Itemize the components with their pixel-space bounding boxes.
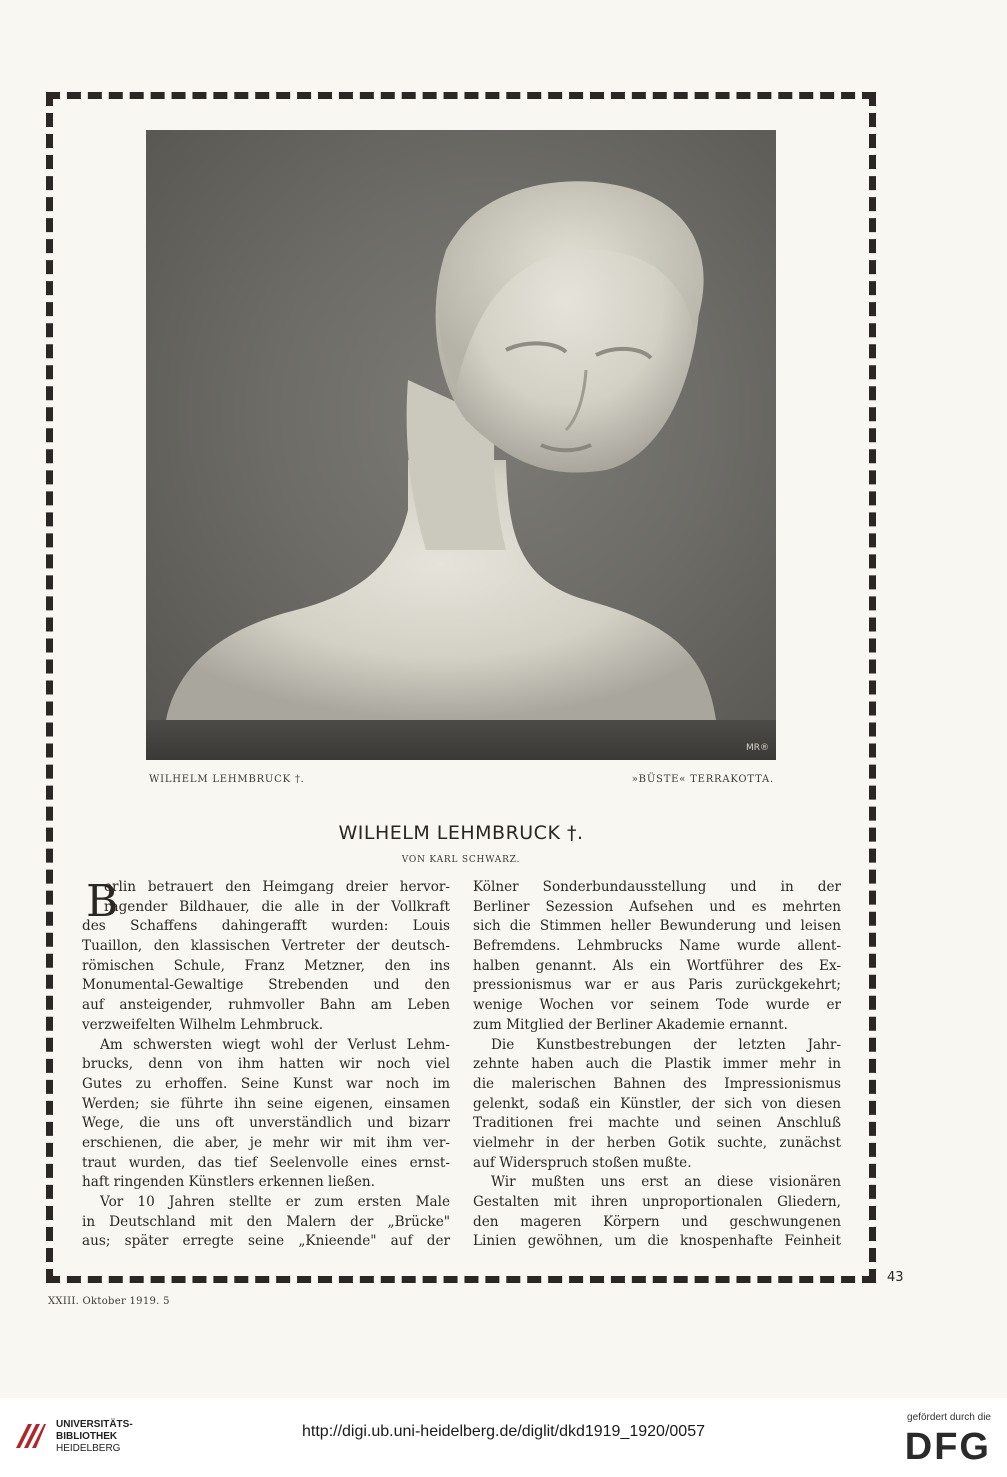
photo-monogram: MR® [746, 743, 770, 753]
text-line: vielmehr in der herben Gotik suchte, zunächst [473, 1134, 841, 1151]
text-line: Vor 10 Jahren stellte er zum ersten Male [100, 1194, 450, 1210]
text-line: traut wurden, das tief Seelenvolle eines ernst- [82, 1154, 450, 1171]
funded-by-label: gefördert durch die [907, 1412, 991, 1423]
article-title: WILHELM LEHMBRUCK †. [338, 822, 584, 844]
text-line: Wege, die uns oft unverständlich und bizarr [82, 1115, 450, 1132]
text-line: Wir mußten uns erst an diese visionären [491, 1174, 841, 1191]
text-line: Kölner Sonderbundausstellung und in der [473, 879, 841, 895]
library-line-3: HEIDELBERG [56, 1443, 121, 1454]
text-line: wenige Wochen vor seinem Tode wurde er [473, 997, 841, 1014]
text-line: auf Widerspruch stoßen mußte. [473, 1154, 692, 1171]
text-line: Befremdens. Lehmbrucks Name wurde allent- [473, 938, 841, 955]
text-line: aus; später erregte seine „Knieende" auf der [82, 1233, 450, 1250]
text-line: zum Mitglied der Berliner Akademie ernannt. [473, 1016, 788, 1033]
dfg-logo[interactable]: DFG [904, 1426, 991, 1468]
text-line: sich die Stimmen heller Bewunderung und leisen [473, 918, 841, 935]
issue-line: XXIII. Oktober 1919. 5 [48, 1296, 170, 1307]
caption-work: »BÜSTE« TERRAKOTTA. [631, 774, 774, 785]
column-left [82, 878, 450, 1252]
text-line: erlin betrauert den Heimgang dreier hervor- [104, 879, 450, 895]
page-number: 43 [887, 1270, 904, 1285]
library-footer [0, 1398, 1007, 1477]
text-line: Die Kunstbestrebungen der letzten Jahr- [491, 1036, 841, 1053]
permalink-url[interactable]: http://digi.ub.uni-heidelberg.de/diglit/dkd1919_1920/0057 [302, 1423, 705, 1440]
text-line: verzweifelten Wilhelm Lehmbruck. [82, 1016, 324, 1033]
sculpture-photo [146, 130, 776, 760]
text-line: des Schaffens dahingerafft wurden: Louis [82, 918, 450, 935]
text-line: Linien gewöhnen, um die knospenhafte Feinheit [473, 1233, 841, 1250]
text-line: haft ringenden Künstlers erkennen ließen. [82, 1174, 375, 1191]
text-line: ragender Bildhauer, die alle in der Vollkraft [104, 898, 450, 915]
text-line: Tuaillon, den klassischen Vertreter der deutsch- [82, 938, 450, 955]
text-line: zehnte haben auch die Plastik immer mehr in [473, 1056, 841, 1073]
column-right [473, 878, 841, 1252]
text-line: römischen Schule, Franz Metzner, den ins [82, 957, 450, 974]
library-line-1: UNIVERSITÄTS- [56, 1419, 133, 1430]
text-line: in Deutschland mit den Malern der „Brücke" [82, 1213, 450, 1230]
text-line: Am schwersten wiegt wohl der Verlust Lehm- [100, 1036, 450, 1053]
text-line: Werden; sie führte ihn seine eigenen, einsamen [82, 1095, 450, 1112]
drop-cap: B [86, 876, 119, 927]
text-line: pressionismus war er aus Paris zurückgekehrt; [473, 977, 841, 994]
text-line: Gutes zu erhoffen. Seine Kunst war noch im [82, 1075, 450, 1092]
text-line: den mageren Körpern und geschwungenen [473, 1213, 841, 1230]
caption-artist: WILHELM LEHMBRUCK †. [149, 774, 305, 785]
library-line-2: BIBLIOTHEK [56, 1431, 118, 1442]
text-line: auf ansteigender, ruhmvoller Bahn am Leben [82, 997, 450, 1014]
text-line: gelenkt, sodaß ein Künstler, der sich von diesen [473, 1095, 841, 1112]
article-byline: VON KARL SCHWARZ. [401, 855, 521, 865]
text-line: Monumental-Gewaltige Strebenden und den [82, 977, 450, 994]
bust-illustration [146, 130, 776, 760]
text-line: Gestalten mit ihren unproportionalen Gliedern, [473, 1194, 841, 1210]
text-line: Berliner Sezession Aufsehen und es mehrten [473, 898, 841, 915]
text-line: halben genannt. Als ein Wortführer des Ex- [473, 957, 841, 974]
text-line: die malerischen Bahnen des Impressionismus [473, 1075, 841, 1092]
text-line: erschienen, die aber, je mehr wir mit ihm ver- [82, 1134, 450, 1151]
text-line: brucks, denn von ihm hatten wir noch viel [82, 1056, 450, 1073]
text-line: Traditionen frei machte und seinen Anschluß [473, 1115, 841, 1132]
